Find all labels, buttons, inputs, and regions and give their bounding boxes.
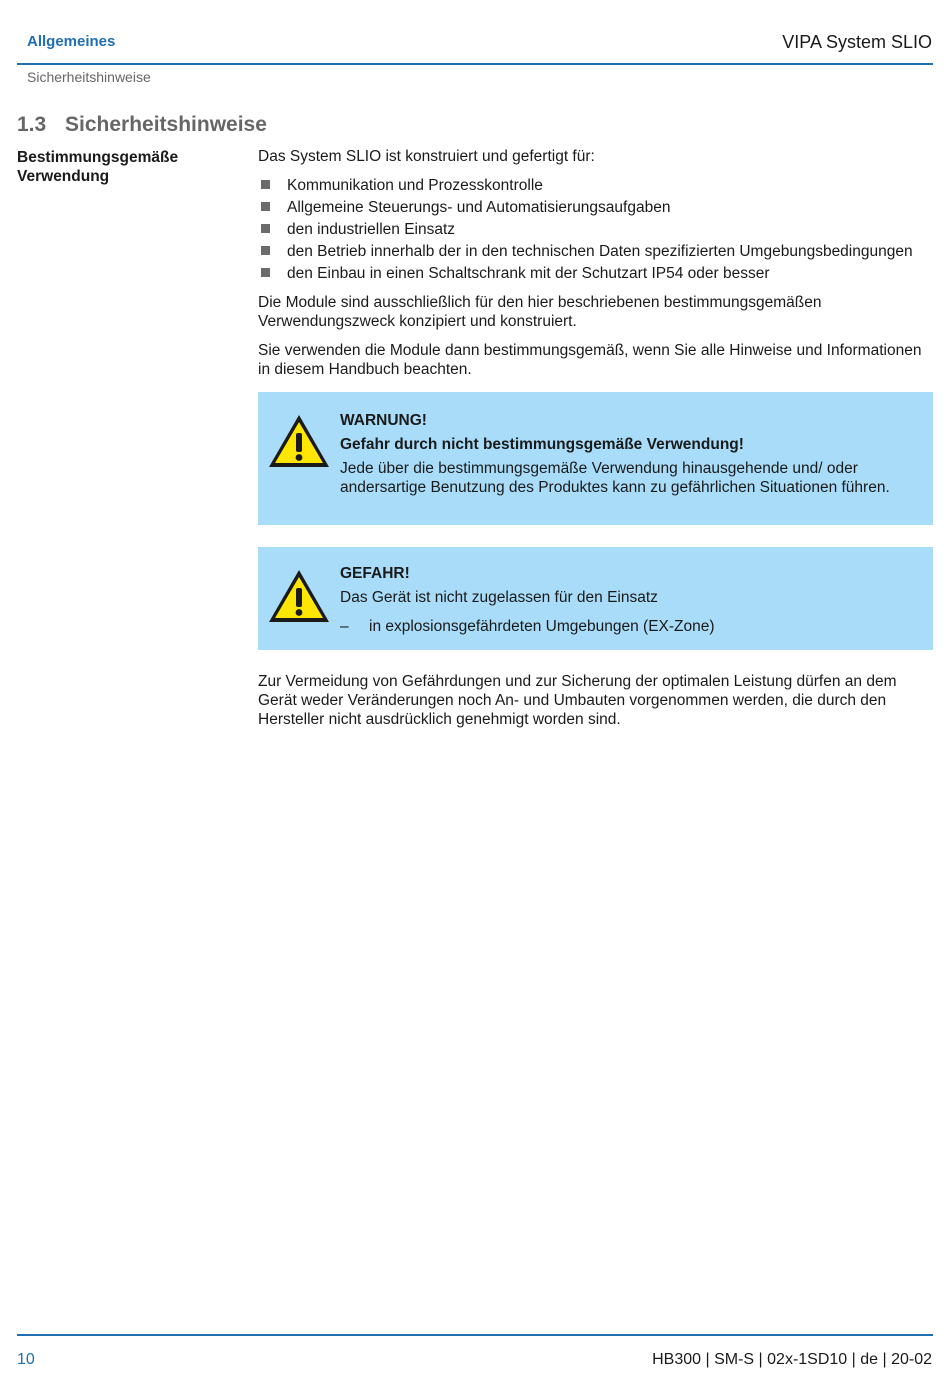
warning-callout — [258, 392, 933, 525]
section-heading — [17, 113, 267, 137]
square-bullet-icon — [261, 202, 270, 211]
header-section-label: Allgemeines — [27, 33, 116, 50]
danger-title: GEFAHR! — [340, 565, 410, 582]
warning-text: Jede über die bestimmungsgemäße Verwendung hinausgehende und/ oder andersartige Benutzung des Produktes kann zu gefährlichen Situationen führen. — [340, 460, 890, 496]
paragraph-handbook: Sie verwenden die Module dann bestimmungsgemäß, wenn Sie alle Hinweise und Informationen in diesem Handbuch beachten. — [258, 342, 922, 378]
usage-list — [258, 176, 933, 283]
square-bullet-icon — [261, 268, 270, 277]
header-divider — [17, 63, 933, 65]
warning-subtitle: Gefahr durch nicht bestimmungsgemäße Verwendung! — [340, 436, 744, 453]
main-content — [258, 147, 933, 739]
document-reference: HB300 | SM-S | 02x-1SD10 | de | 20-02 — [652, 1351, 932, 1368]
list-item — [258, 264, 933, 283]
list-item — [258, 242, 933, 261]
danger-text: Das Gerät ist nicht zugelassen für den Einsatz — [340, 589, 658, 606]
page-number: 10 — [17, 1351, 35, 1368]
list-item-text: den Einbau in einen Schaltschrank mit der Schutzart IP54 oder besser — [287, 265, 770, 282]
list-item-text: den industriellen Einsatz — [287, 221, 456, 238]
square-bullet-icon — [261, 224, 270, 233]
list-item — [258, 176, 933, 195]
section-title: Sicherheitshinweise — [65, 113, 267, 136]
side-heading: Bestimmungsgemäße Verwendung — [17, 149, 179, 185]
square-bullet-icon — [261, 246, 270, 255]
list-item — [258, 198, 933, 217]
header-subsection-label: Sicherheitshinweise — [27, 69, 151, 85]
warning-triangle-icon — [267, 568, 331, 624]
danger-list-item — [340, 617, 903, 636]
paragraph-modifications: Zur Vermeidung von Gefährdungen und zur Sicherung der optimalen Leistung dürfen an dem Gerät weder Veränderungen noch An- und Umbauten vorgenommen werden, die durch den Hersteller nicht ausdrücklich genehmigt worden sind. — [258, 673, 897, 728]
danger-callout — [258, 547, 933, 650]
square-bullet-icon — [261, 180, 270, 189]
dash-bullet: – — [340, 618, 349, 635]
list-item-text: den Betrieb innerhalb der in den technischen Daten spezifizierten Umgebungsbedingungen — [287, 243, 913, 260]
warning-title: WARNUNG! — [340, 412, 427, 429]
warning-triangle-icon — [267, 413, 331, 469]
header-product-label: VIPA System SLIO — [782, 32, 932, 52]
warning-body — [340, 411, 903, 497]
danger-list-item-text: in explosionsgefährdeten Umgebungen (EX-Zone) — [369, 618, 715, 635]
intro-paragraph: Das System SLIO ist konstruiert und gefertigt für: — [258, 148, 595, 165]
list-item-text: Kommunikation und Prozesskontrolle — [287, 177, 543, 194]
section-number: 1.3 — [17, 113, 47, 136]
list-item-text: Allgemeine Steuerungs- und Automatisierungsaufgaben — [287, 199, 671, 216]
list-item — [258, 220, 933, 239]
paragraph-purpose: Die Module sind ausschließlich für den hier beschriebenen bestimmungsgemäßen Verwendungszweck konzipiert und konstruiert. — [258, 294, 822, 330]
danger-body — [340, 564, 903, 636]
footer-divider — [17, 1334, 933, 1336]
